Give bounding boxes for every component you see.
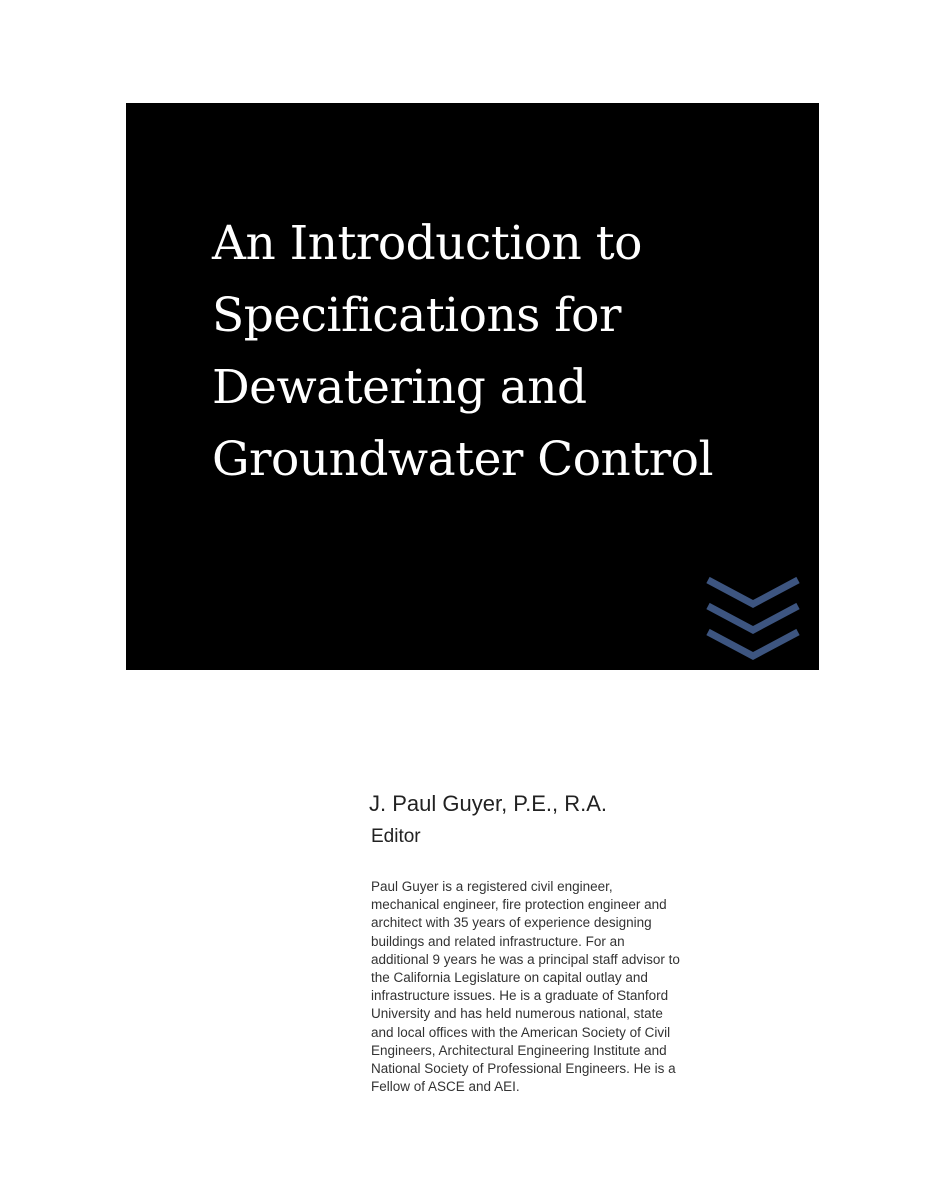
chevron-bottom (708, 632, 798, 656)
editor-name: J. Paul Guyer, P.E., R.A. (369, 791, 608, 816)
bio-line: Fellow of ASCE and AEI. (371, 1079, 520, 1095)
triple-chevron-down-icon (704, 574, 802, 662)
bio-line: additional 9 years he was a principal staff advisor to (371, 951, 680, 967)
title-line: Specifications for (212, 288, 621, 343)
bio-line: National Society of Professional Engineers. He is a (371, 1061, 676, 1077)
bio-line: mechanical engineer, fire protection engineer and (371, 897, 667, 913)
title-line: Dewatering and (212, 360, 587, 415)
book-title (212, 208, 802, 496)
chevron-middle (708, 606, 798, 630)
title-line: An Introduction to (212, 216, 642, 271)
bio-line: architect with 35 years of experience designing (371, 915, 652, 931)
author-bio (371, 878, 791, 1096)
bio-line: Paul Guyer is a registered civil engineer, (371, 879, 613, 894)
bio-line: buildings and related infrastructure. For an (371, 933, 625, 949)
bio-line: the California Legislature on capital outlay and (371, 970, 648, 986)
bio-line: Engineers, Architectural Engineering Institute and (371, 1042, 667, 1058)
editor-role: Editor (371, 826, 421, 847)
bio-line: University and has held numerous national, state (371, 1006, 663, 1022)
chevron-top (708, 580, 798, 604)
bio-line: and local offices with the American Society of Civil (371, 1024, 671, 1040)
title-line: Groundwater Control (212, 432, 714, 487)
bio-line: infrastructure issues. He is a graduate of Stanford (371, 988, 669, 1004)
